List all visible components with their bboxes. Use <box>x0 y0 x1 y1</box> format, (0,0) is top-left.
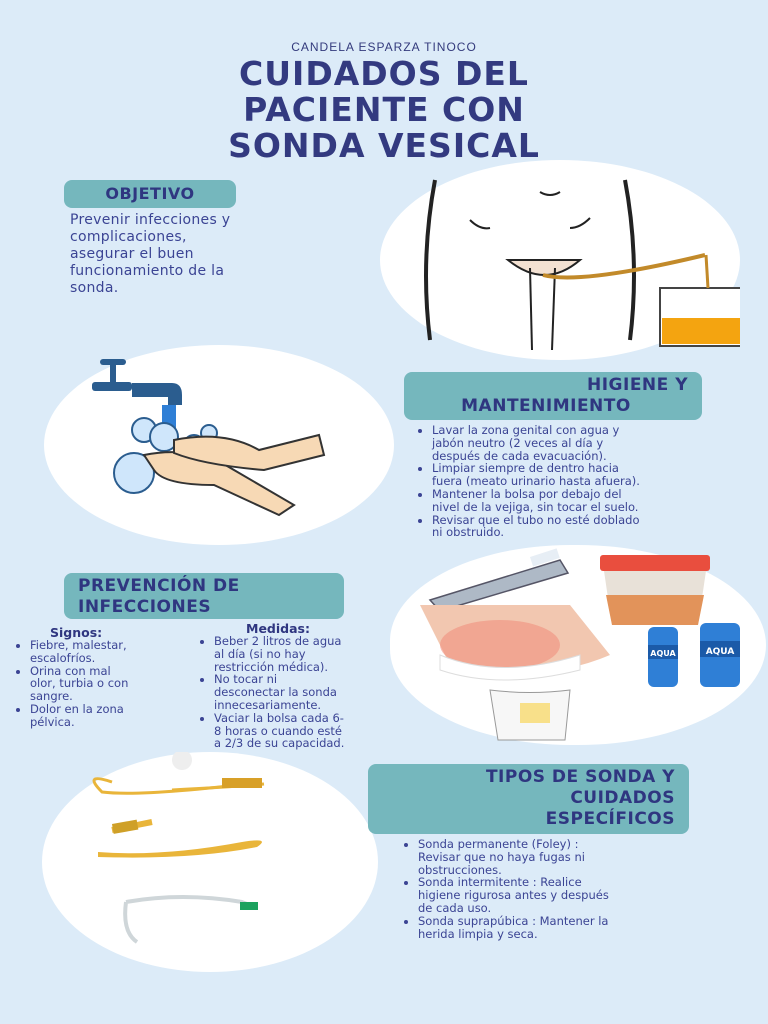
title-line-2: PACIENTE CON <box>243 90 525 129</box>
author-name: CANDELA ESPARZA TINOCO <box>291 40 477 54</box>
water-label: AQUA <box>650 649 676 658</box>
objetivo-line: asegurar el buen <box>70 246 194 262</box>
tipos-heading-line: ESPECÍFICOS <box>545 809 675 829</box>
catheter-types-illustration <box>42 752 378 972</box>
tipos-list <box>404 838 748 940</box>
signos-list <box>16 639 200 729</box>
list-item: • Fiebre, malestar, escalofríos. <box>30 639 200 665</box>
tipos-heading-line: CUIDADOS <box>570 788 675 808</box>
page-title <box>0 56 768 164</box>
list-item: • Limpiar siempre de dentro hacia fuera (meato urinario hasta afuera). <box>432 462 752 488</box>
title-line-1: CUIDADOS DEL <box>239 54 529 93</box>
list-item: • No tocar ni desconectar la sonda innecesariamente. <box>214 673 414 711</box>
objetivo-text <box>70 212 340 297</box>
list-item: • Orina con mal olor, turbia o con sangre. <box>30 665 200 703</box>
list-item: • Vaciar la bolsa cada 6- 8 horas o cuando esté a 2/3 de su capacidad. <box>214 712 414 750</box>
list-item: • Sonda intermitente : Realice higiene rigurosa antes y después de cada uso. <box>418 876 748 914</box>
objetivo-line: complicaciones, <box>70 229 187 245</box>
list-item: • Mantener la bolsa por debajo del nivel de la vejiga, sin tocar el suelo. <box>432 488 752 514</box>
tipos-heading <box>368 764 689 834</box>
list-item: • Revisar que el tubo no esté doblado ni obstruido. <box>432 514 752 540</box>
handwashing-illustration <box>44 345 394 545</box>
medidas-label: Medidas: <box>246 621 310 636</box>
catheter-illustration <box>380 160 740 360</box>
prevencion-heading-line: PREVENCIÓN DE <box>78 576 240 596</box>
objetivo-heading: OBJETIVO <box>64 180 236 208</box>
signos-label: Signos: <box>50 625 103 640</box>
objetivo-line: sonda. <box>70 280 119 296</box>
higiene-list <box>418 424 752 539</box>
water-label: AQUA <box>705 647 735 657</box>
objetivo-line: Prevenir infecciones y <box>70 212 231 228</box>
title-line-3: SONDA VESICAL <box>228 126 540 165</box>
list-item: • Sonda suprapúbica : Mantener la herida limpia y seca. <box>418 915 748 941</box>
list-item: • Lavar la zona genital con agua y jabón neutro (2 veces al día y después de cada evacuación). <box>432 424 752 462</box>
objetivo-line: funcionamiento de la <box>70 263 225 279</box>
higiene-heading <box>404 372 702 420</box>
infection-illustration <box>390 545 766 745</box>
prevencion-heading <box>64 573 344 619</box>
list-item: • Beber 2 litros de agua al día (si no hay restricción médica). <box>214 635 414 673</box>
higiene-heading-line: HIGIENE Y <box>586 375 688 395</box>
prevencion-heading-line: INFECCIONES <box>78 597 212 617</box>
tipos-heading-line: TIPOS DE SONDA Y <box>485 767 675 787</box>
medidas-list <box>200 635 414 750</box>
higiene-heading-line: MANTENIMIENTO <box>461 396 631 416</box>
list-item: • Dolor en la zona pélvica. <box>30 703 200 729</box>
list-item: • Sonda permanente (Foley) : Revisar que no haya fugas ni obstrucciones. <box>418 838 748 876</box>
